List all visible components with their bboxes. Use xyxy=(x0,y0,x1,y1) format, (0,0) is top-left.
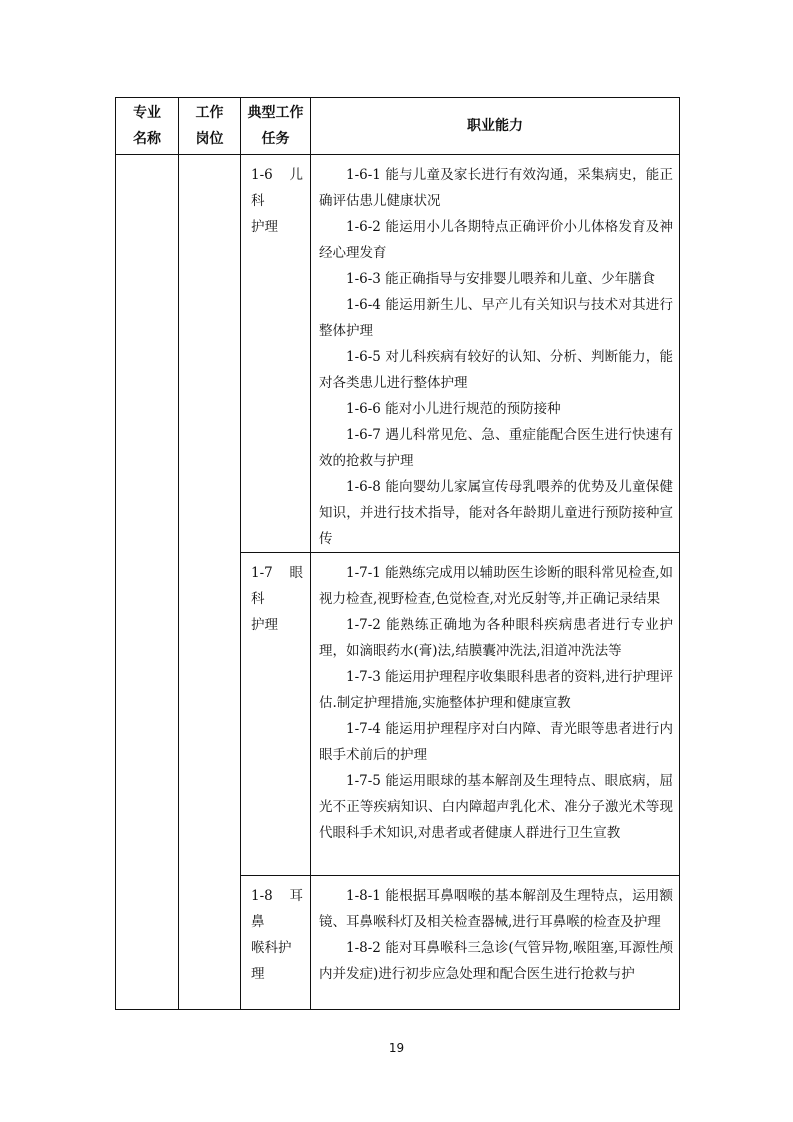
ability-item: 1-6-8 能向婴幼儿家属宣传母乳喂养的优势及儿童保健知识，并进行技术指导，能对各年龄期儿童进行预防接种宣传 xyxy=(319,479,673,547)
ability-item: 1-6-6 能对小儿进行规范的预防接种 xyxy=(346,401,561,417)
ability-item: 1-8-1 能根据耳鼻咽喉的基本解剖及生理特点，运用额镜、耳鼻喉科灯及相关检查器械,进行耳鼻喉的检查及护理 xyxy=(319,888,673,930)
header-work-post: 工作 岗位 xyxy=(179,98,241,155)
ability-item: 1-7-5 能运用眼球的基本解剖及生理特点、眼底病，屈光不正等疾病知识、白内障超声乳化术、准分子激光术等现代眼科手术知识,对患者或者健康人群进行卫生宣教 xyxy=(319,773,673,841)
ability-item: 1-8-2 能对耳鼻喉科三急诊(气管异物,喉阻塞,耳源性颅内并发症)进行初步应急处理和配合医生进行抢救与护 xyxy=(319,940,673,982)
task-cell: 1-6 儿科 护理 xyxy=(241,155,311,553)
table-header-row xyxy=(116,98,680,155)
ability-cell xyxy=(311,876,680,1010)
ability-item: 1-6-7 遇儿科常见危、急、重症能配合医生进行快速有效的抢救与护理 xyxy=(319,427,673,469)
ability-item: 1-6-1 能与儿童及家长进行有效沟通，采集病史，能正确评估患儿健康状况 xyxy=(319,167,673,209)
ability-item: 1-6-3 能正确指导与安排婴儿喂养和儿童、少年膳食 xyxy=(346,271,656,287)
ability-cell xyxy=(311,155,680,553)
task-cell: 1-7 眼科 护理 xyxy=(241,553,311,876)
ability-item: 1-7-4 能运用护理程序对白内障、青光眼等患者进行内眼手术前后的护理 xyxy=(319,721,673,763)
ability-cell xyxy=(311,553,680,876)
header-major-name: 专业 名称 xyxy=(116,98,179,155)
task-cell: 1-8 耳鼻 喉科护理 xyxy=(241,876,311,1010)
ability-item: 1-6-5 对儿科疾病有较好的认知、分析、判断能力，能对各类患儿进行整体护理 xyxy=(319,349,673,391)
header-typical-task: 典型工作 任务 xyxy=(241,98,311,155)
vocational-ability-table xyxy=(115,97,680,1010)
ability-item: 1-7-3 能运用护理程序收集眼科患者的资料,进行护理评估.制定护理措施,实施整体护理和健康宣教 xyxy=(319,669,673,711)
ability-item: 1-6-4 能运用新生儿、早产儿有关知识与技术对其进行整体护理 xyxy=(319,297,673,339)
ability-item: 1-6-2 能运用小儿各期特点正确评价小儿体格发育及神经心理发育 xyxy=(319,219,673,261)
table-row xyxy=(116,155,680,553)
work-post-cell xyxy=(179,155,241,1010)
ability-item: 1-7-1 能熟练完成用以辅助医生诊断的眼科常见检查,如视力检查,视野检查,色觉检查,对光反射等,并正确记录结果 xyxy=(319,565,673,607)
page-number: 19 xyxy=(388,1041,405,1055)
header-vocational-ability: 职业能力 xyxy=(311,98,680,155)
ability-item: 1-7-2 能熟练正确地为各种眼科疾病患者进行专业护理，如滴眼药水(膏)法,结膜囊冲洗法,泪道冲洗法等 xyxy=(319,617,673,659)
major-name-cell xyxy=(116,155,179,1010)
